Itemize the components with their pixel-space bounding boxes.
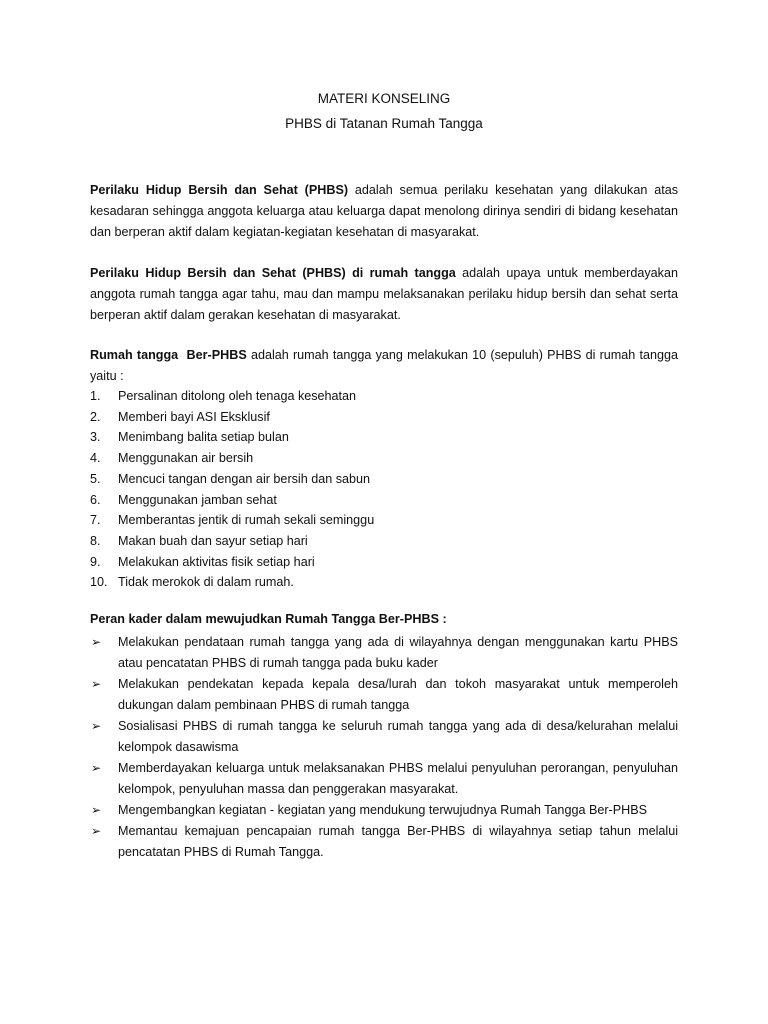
list-item <box>90 632 678 674</box>
list-item-text: Mencuci tangan dengan air bersih dan sabun <box>118 471 371 486</box>
list-item <box>90 448 680 469</box>
list-item <box>90 821 678 863</box>
paragraph-bold-term: Perilaku Hidup Bersih dan Sehat (PHBS) di rumah tangga <box>90 266 456 280</box>
list-number: 10. <box>90 575 108 590</box>
paragraph-bold-term: Rumah tangga Ber-PHBS <box>90 348 247 362</box>
arrow-bullet-icon: ➢ <box>91 824 102 838</box>
list-item <box>90 510 680 531</box>
list-item-text: Persalinan ditolong oleh tenaga kesehatan <box>118 389 357 403</box>
list-number: 3. <box>90 430 101 445</box>
arrow-bullet-icon: ➢ <box>91 761 102 775</box>
list-item <box>90 552 680 573</box>
list-item-text: Menimbang balita setiap bulan <box>118 430 289 445</box>
list-item-text: Sosialisasi PHBS di rumah tangga ke seluruh rumah tangga yang ada di desa/kelurahan melalui kelompok dasawisma <box>118 719 678 754</box>
document-subtitle: PHBS di Tatanan Rumah Tangga <box>285 116 483 131</box>
list-number: 9. <box>90 554 101 569</box>
list-item-text: Mengembangkan kegiatan - kegiatan yang mendukung terwujudnya Rumah Tangga Ber-PHBS <box>118 803 648 817</box>
list-item-text: Melakukan pendekatan kepada kepala desa/lurah dan tokoh masyarakat untuk memperoleh dukungan dalam pembinaan PHBS di rumah tangga <box>118 677 678 712</box>
list-number: 1. <box>90 389 101 403</box>
kader-role-list <box>90 632 678 863</box>
list-item-text: Memantau kemajuan pencapaian rumah tangga Ber-PHBS di wilayahnya setiap tahun melalui pencatatan PHBS di Rumah Tangga. <box>118 824 678 859</box>
paragraph-phbs-household <box>90 263 678 326</box>
document-title: MATERI KONSELING <box>317 91 451 106</box>
paragraph-text: adalah semua perilaku kesehatan yang dilakukan atas kesadaran sehingga anggota keluarga atau keluarga dapat menolong dirinya sendiri di bidang kesehatan dan berperan aktif dalam kegiatan-kegiatan kesehatan di masyarakat. <box>90 183 678 239</box>
list-item <box>90 800 678 821</box>
list-number: 5. <box>90 471 101 486</box>
paragraph-phbs-definition <box>90 180 678 243</box>
list-item <box>90 490 680 511</box>
list-item-text: Memberantas jentik di rumah sekali seminggu <box>118 513 375 528</box>
arrow-bullet-icon: ➢ <box>91 803 102 817</box>
list-item <box>90 758 678 800</box>
list-item-text: Tidak merokok di dalam rumah. <box>118 575 294 590</box>
list-item <box>90 407 680 428</box>
list-item <box>90 674 678 716</box>
list-item-text: Melakukan aktivitas fisik setiap hari <box>118 554 315 569</box>
list-number: 6. <box>90 492 101 507</box>
list-number: 8. <box>90 533 101 548</box>
arrow-bullet-icon: ➢ <box>91 677 102 691</box>
list-item <box>90 531 680 552</box>
section-heading-kader-role: Peran kader dalam mewujudkan Rumah Tangga Ber-PHBS : <box>90 612 447 626</box>
list-item <box>90 572 680 593</box>
list-item-text: Menggunakan air bersih <box>118 451 254 466</box>
list-number: 7. <box>90 513 101 528</box>
list-number: 2. <box>90 409 101 424</box>
list-item-text: Memberdayakan keluarga untuk melaksanakan PHBS melalui penyuluhan perorangan, penyuluhan kelompok, penyuluhan massa dan penggerakan masyarakat. <box>118 761 678 796</box>
phbs-indicator-list <box>90 386 680 593</box>
list-item <box>90 716 678 758</box>
list-item-text: Makan buah dan sayur setiap hari <box>118 533 308 548</box>
list-item-text: Memberi bayi ASI Eksklusif <box>118 409 270 424</box>
list-number: 4. <box>90 451 101 466</box>
paragraph-bold-term: Perilaku Hidup Bersih dan Sehat (PHBS) <box>90 183 349 197</box>
list-item <box>90 386 680 407</box>
list-item <box>90 469 680 490</box>
arrow-bullet-icon: ➢ <box>91 635 102 649</box>
list-item-text: Menggunakan jamban sehat <box>118 492 277 507</box>
paragraph-household-ber-phbs <box>90 345 678 387</box>
paragraph-text: adalah upaya untuk memberdayakan anggota rumah tangga agar tahu, mau dan mampu melaksanakan perilaku hidup bersih dan sehat serta berperan aktif dalam gerakan kesehatan di masyarakat. <box>90 266 678 322</box>
list-item <box>90 427 680 448</box>
arrow-bullet-icon: ➢ <box>91 719 102 733</box>
list-item-text: Melakukan pendataan rumah tangga yang ada di wilayahnya dengan menggunakan kartu PHBS atau pencatatan PHBS di rumah tangga pada buku kader <box>118 635 678 670</box>
paragraph-text: adalah rumah tangga yang melakukan 10 (sepuluh) PHBS di rumah tangga yaitu : <box>90 348 678 383</box>
